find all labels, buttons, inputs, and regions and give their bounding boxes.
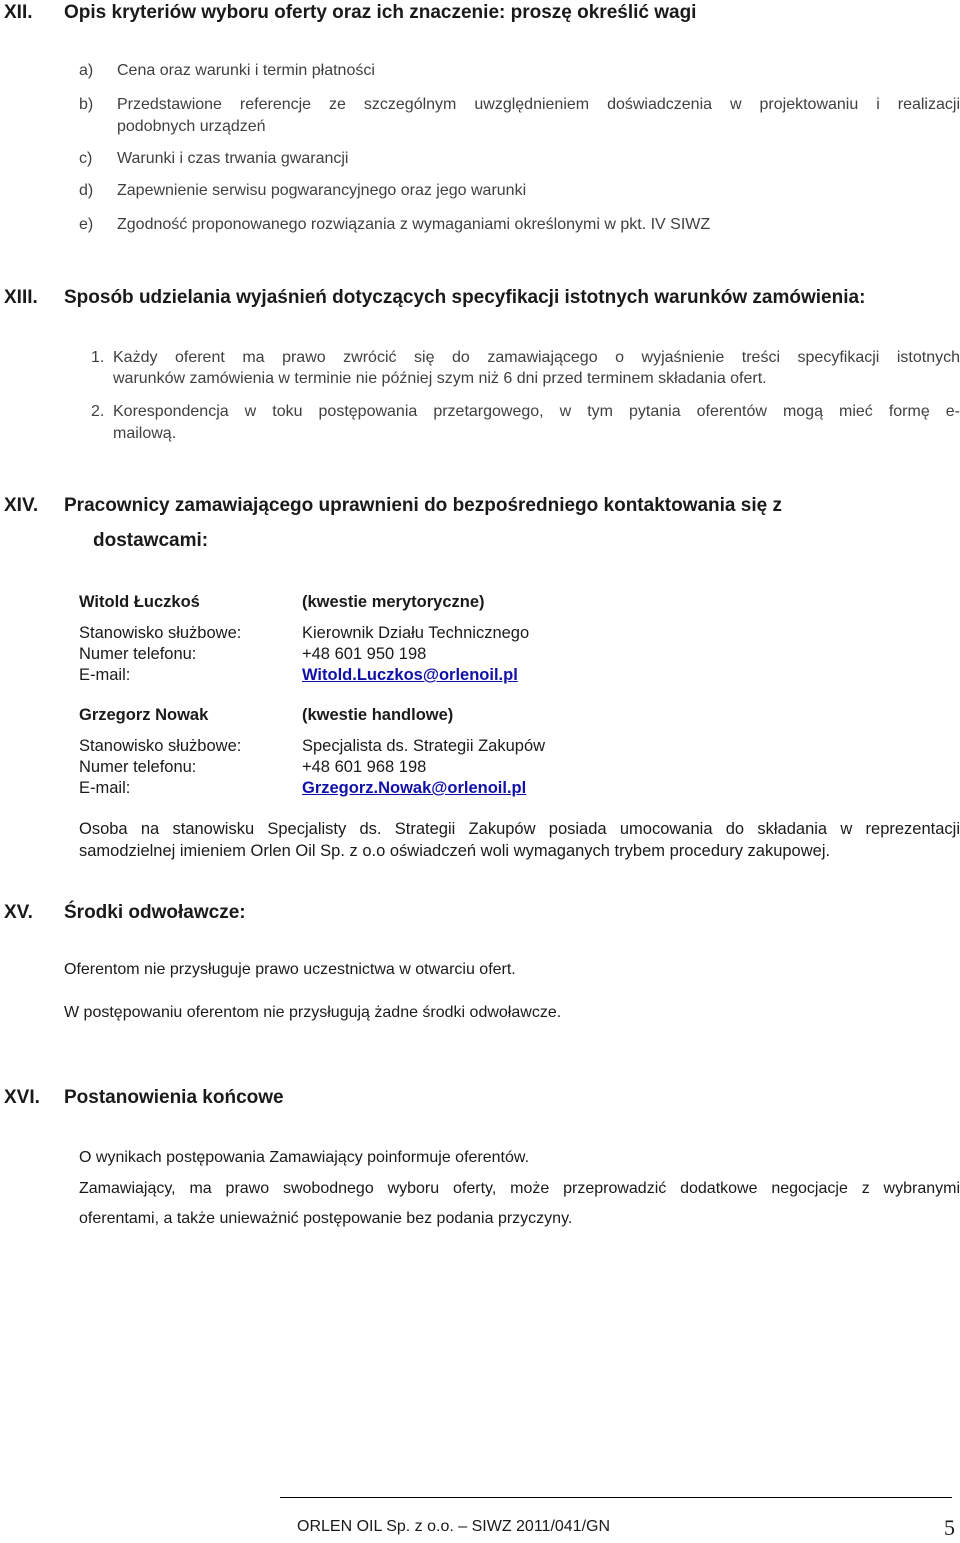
section-13-title: Sposób udzielania wyjaśnień dotyczących specyfikacji istotnych warunków zamówienia: [64, 287, 866, 308]
position-label: Stanowisko służbowe: [79, 624, 242, 642]
authorization-note: Osoba na stanowisku Specjalisty ds. Strategii Zakupów posiada umocowania do składania w reprezentacji [79, 820, 960, 838]
list-item: Zgodność proponowanego rozwiązania z wymaganiami określonymi w pkt. IV SIWZ [117, 216, 711, 233]
phone-value: +48 601 950 198 [302, 645, 427, 663]
section-14-title: Pracownicy zamawiającego uprawnieni do bezpośredniego kontaktowania się z [64, 495, 782, 516]
paragraph: O wynikach postępowania Zamawiający poinformuje oferentów. [79, 1149, 530, 1166]
phone-label: Numer telefonu: [79, 758, 197, 776]
list-item-continuation: mailową. [113, 425, 177, 442]
list-item: Przedstawione referencje ze szczególnym uwzględnieniem doświadczenia w projektowaniu i realizacji [117, 96, 960, 113]
list-item: Warunki i czas trwania gwarancji [117, 150, 349, 167]
list-label: e) [79, 216, 94, 233]
paragraph: W postępowaniu oferentom nie przysługują żadne środki odwoławcze. [64, 1004, 562, 1021]
position-value: Specjalista ds. Strategii Zakupów [302, 737, 546, 755]
email-label: E-mail: [79, 666, 131, 684]
list-item-continuation: warunków zamówienia w terminie nie później szym niż 6 dni przed terminem składania ofert. [113, 370, 767, 387]
paragraph-continuation: oferentami, a także unieważnić postępowanie bez podania przyczyny. [79, 1210, 573, 1227]
list-label: d) [79, 182, 94, 199]
paragraph: Zamawiający, ma prawo swobodnego wyboru oferty, może przeprowadzić dodatkowe negocjacje z wybranymi [79, 1180, 960, 1197]
section-14-title-line2: dostawcami: [93, 530, 209, 551]
contact-name: Witold Łuczkoś [79, 593, 200, 611]
list-label: b) [79, 96, 94, 113]
list-item: Każdy oferent ma prawo zwrócić się do zamawiającego o wyjaśnienie treści specyfikacji istotnych [113, 349, 960, 366]
section-16-title: Postanowienia końcowe [64, 1087, 284, 1108]
list-label: 1. [91, 349, 105, 366]
position-label: Stanowisko służbowe: [79, 737, 242, 755]
phone-label: Numer telefonu: [79, 645, 197, 663]
paragraph: Oferentom nie przysługuje prawo uczestnictwa w otwarciu ofert. [64, 961, 516, 978]
email-label: E-mail: [79, 779, 131, 797]
section-12-title: Opis kryteriów wyboru oferty oraz ich znaczenie: proszę określić wagi [64, 2, 697, 23]
phone-value: +48 601 968 198 [302, 758, 427, 776]
contact-name: Grzegorz Nowak [79, 706, 209, 724]
position-value: Kierownik Działu Technicznego [302, 624, 530, 642]
list-label: a) [79, 62, 94, 79]
section-13-number: XIII. [4, 287, 38, 308]
authorization-note-line2: samodzielnej imieniem Orlen Oil Sp. z o.o oświadczeń woli wymaganych trybem procedury zakupowej. [79, 842, 831, 860]
list-item: Zapewnienie serwisu pogwarancyjnego oraz jego warunki [117, 182, 527, 199]
list-label: c) [79, 150, 93, 167]
list-label: 2. [91, 403, 105, 420]
list-item: Korespondencja w toku postępowania przetargowego, w tym pytania oferentów mogą mieć formę e- [113, 403, 960, 420]
list-item-continuation: podobnych urządzeń [117, 118, 266, 135]
section-15-title: Środki odwoławcze: [64, 902, 246, 923]
section-12-number: XII. [4, 2, 33, 23]
email-link[interactable]: Grzegorz.Nowak@orlenoil.pl [302, 779, 527, 797]
section-16-number: XVI. [4, 1087, 40, 1108]
list-item: Cena oraz warunki i termin płatności [117, 62, 375, 79]
email-link[interactable]: Witold.Luczkos@orlenoil.pl [302, 666, 518, 684]
section-14-number: XIV. [4, 495, 39, 516]
contact-scope: (kwestie merytoryczne) [302, 593, 485, 611]
page-number: 5 [944, 1515, 955, 1540]
footer-text: ORLEN OIL Sp. z o.o. – SIWZ 2011/041/GN [297, 1518, 611, 1535]
footer-divider [280, 1497, 952, 1498]
contact-scope: (kwestie handlowe) [302, 706, 454, 724]
section-15-number: XV. [4, 902, 33, 923]
